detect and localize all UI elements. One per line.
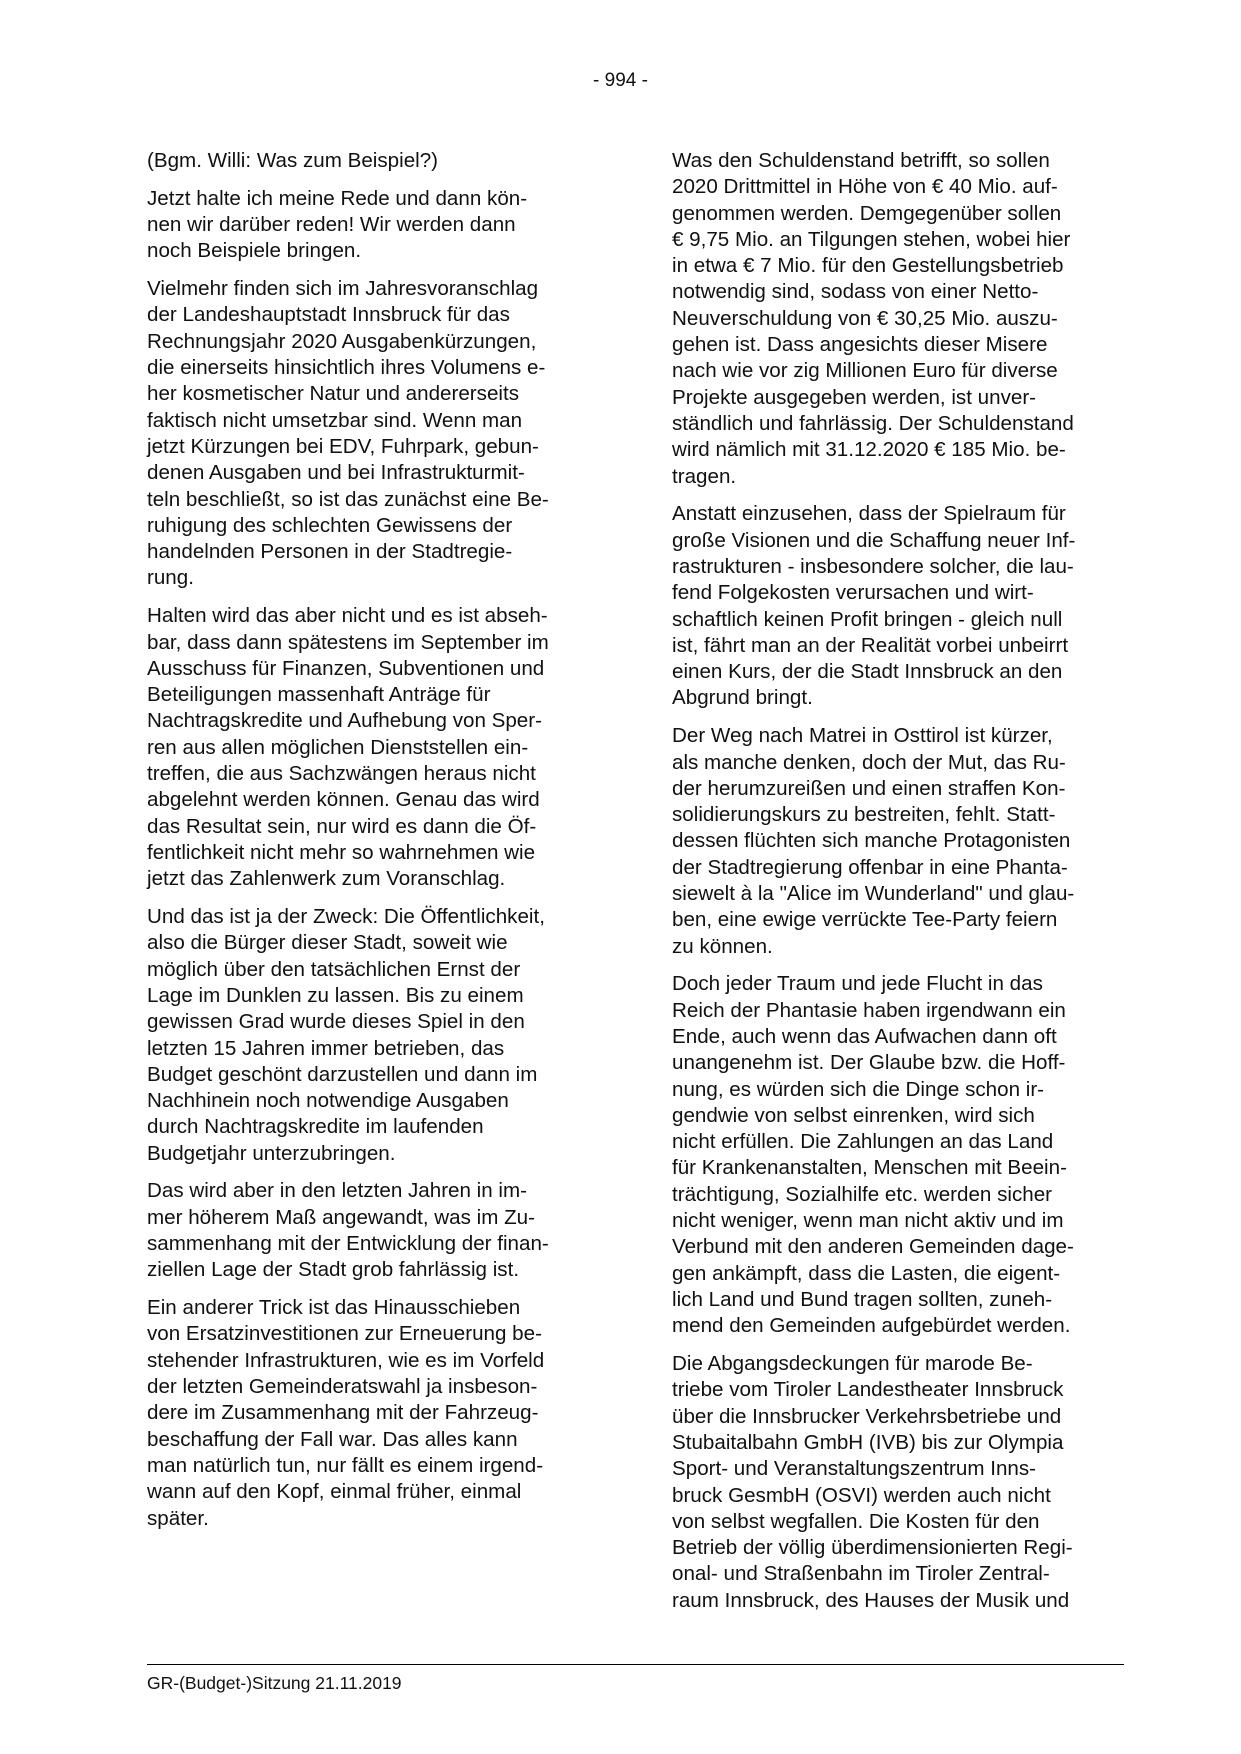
footer-divider xyxy=(147,1664,1124,1665)
paragraph: Und das ist ja der Zweck: Die Öffentlichkeit, also die Bürger dieser Stadt, soweit wie möglich über den tatsächlichen Ernst der Lage im Dunklen zu lassen. Bis zu einem gewissen Grad wurde dieses Spiel in den letzten 15 Jahren immer betrieben, das Budget geschönt darzustellen und dann im Nachhinein noch notwendige Ausgaben durch Nachtragskredite im laufenden Budgetjahr unterzubringen. xyxy=(147,905,545,1165)
paragraph: Das wird aber in den letzten Jahren in im- mer höherem Maß angewandt, was im Zu- sammenhang mit der Entwicklung der finan- ziellen Lage der Stadt grob fahrlässig ist. xyxy=(147,1179,549,1282)
paragraph: (Bgm. Willi: Was zum Beispiel?) xyxy=(147,149,439,172)
paragraph: Der Weg nach Matrei in Osttirol ist kürzer, als manche denken, doch der Mut, das Ru- der herumzureißen und einen straffen Kon- solidierungskurs zu bestreiten, fehlt. Statt- dessen flüchten sich manche Protagonisten der Stadtregierung offenbar in eine Phanta- siewelt à la "Alice im Wunderland" und glau- ben, eine ewige verrückte Tee-Party feiern zu können. xyxy=(672,724,1075,958)
left-column xyxy=(147,148,597,1543)
paragraph: Anstatt einzusehen, dass der Spielraum für große Visionen und die Schaffung neuer Inf- rastrukturen - insbesondere solcher, die lau- fend Folgekosten verursachen und wirt- schaftlich keinen Profit bringen - gleich null ist, fährt man an der Realität vorbei unbeirrt einen Kurs, der die Stadt Innsbruck an den Abgrund bringt. xyxy=(672,502,1076,710)
paragraph: Vielmehr finden sich im Jahresvoranschlag der Landeshauptstadt Innsbruck für das Rechnungsjahr 2020 Ausgabenkürzungen, die einerseits hinsichtlich ihres Volumens e- her kosmetischer Natur und andererseits faktisch nicht umsetzbar sind. Wenn man jetzt Kürzungen bei EDV, Fuhrpark, gebun- denen Ausgaben und bei Infrastrukturmit- teln beschließt, so ist das zunächst eine Be- ruhigung des schlechten Gewissens der handelnden Personen in der Stadtregie- rung. xyxy=(147,277,549,590)
paragraph: Jetzt halte ich meine Rede und dann kön- nen wir darüber reden! Wir werden dann noch Beispiele bringen. xyxy=(147,186,528,263)
paragraph: Doch jeder Traum und jede Flucht in das Reich der Phantasie haben irgendwann ein Ende, auch wenn das Aufwachen dann oft unangenehm ist. Der Glaube bzw. die Hoff- nung, es würden sich die Dinge schon ir- gendwie von selbst einrenken, wird sich nicht erfüllen. Die Zahlungen an das Land für Krankenanstalten, Menschen mit Beein- trächtigung, Sozialhilfe etc. werden sicher nicht weniger, wenn man nicht aktiv und im Verbund mit den anderen Gemeinden dage- gen ankämpft, dass die Lasten, die eigent- lich Land und Bund tragen sollten, zuneh- mend den Gemeinden aufgebürdet werden. xyxy=(672,972,1074,1338)
footer-text: GR-(Budget-)Sitzung 21.11.2019 xyxy=(147,1673,402,1693)
paragraph: Halten wird das aber nicht und es ist abseh- bar, dass dann spätestens im September im Ausschuss für Finanzen, Subventionen und Beteiligungen massenhaft Anträge für Nachtragskredite und Aufhebung von Sper- ren aus allen möglichen Dienststellen ein- treffen, die aus Sachzwängen heraus nicht abgelehnt werden können. Genau das wird das Resultat sein, nur wird es dann die Öf- fentlichkeit nicht mehr so wahrnehmen wie jetzt das Zahlenwerk zum Voranschlag. xyxy=(147,604,549,891)
paragraph: Was den Schuldenstand betrifft, so sollen 2020 Drittmittel in Höhe von € 40 Mio. auf- genommen werden. Demgegenüber sollen € 9,75 Mio. an Tilgungen stehen, wobei hier in etwa € 7 Mio. für den Gestellungsbetrieb notwendig sind, sodass von einer Netto- Neuverschuldung von € 30,25 Mio. auszu- gehen ist. Dass angesichts dieser Misere nach wie vor zig Millionen Euro für diverse Projekte ausgegeben werden, ist unver- ständlich und fahrlässig. Der Schuldenstand wird nämlich mit 31.12.2020 € 185 Mio. be- tragen. xyxy=(672,149,1074,488)
paragraph: Ein anderer Trick ist das Hinausschieben von Ersatzinvestitionen zur Erneuerung be- stehender Infrastrukturen, wie es im Vorfeld der letzten Gemeinderatswahl ja insbeson- dere im Zusammenhang mit der Fahrzeug- beschaffung der Fall war. Das alles kann man natürlich tun, nur fällt es einem irgend- wann auf den Kopf, einmal früher, einmal später. xyxy=(147,1296,545,1530)
right-column xyxy=(672,148,1122,1626)
paragraph: Die Abgangsdeckungen für marode Be- triebe vom Tiroler Landestheater Innsbruck über die Innsbrucker Verkehrsbetriebe und Stubaitalbahn GmbH (IVB) bis zur Olympia Sport- und Veranstaltungszentrum Inns- bruck GesmbH (OSVI) werden auch nicht von selbst wegfallen. Die Kosten für den Betrieb der völlig überdimensionierten Regi- onal- und Straßenbahn im Tiroler Zentral- raum Innsbruck, des Hauses der Musik und xyxy=(672,1352,1073,1612)
page-number: - 994 - xyxy=(593,70,648,91)
